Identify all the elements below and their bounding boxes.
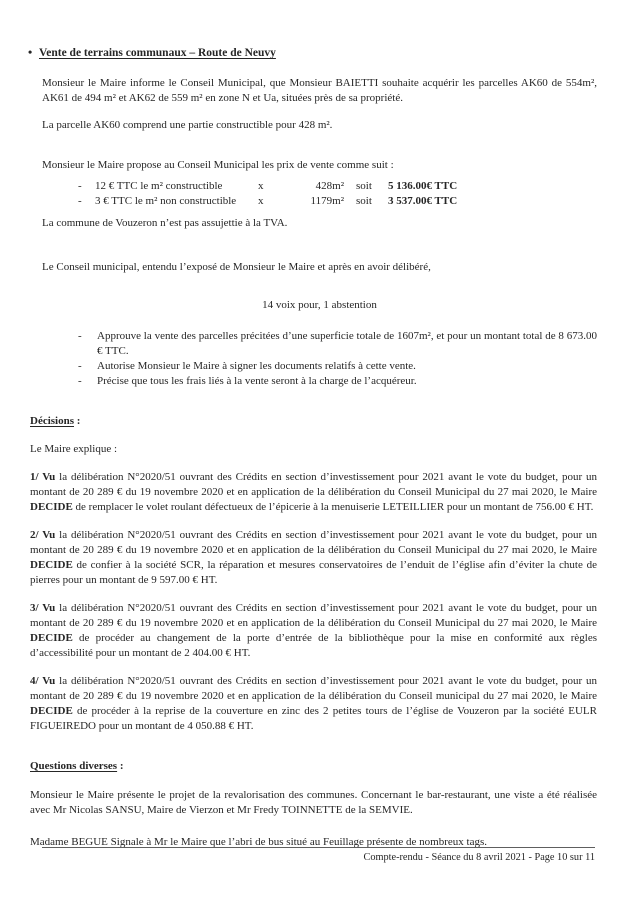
decide-keyword: DECIDE bbox=[30, 705, 73, 717]
dash-bullet: - bbox=[78, 180, 82, 192]
paragraph-conseil-delibere: Le Conseil municipal, entendu l’exposé de Monsieur le Maire et après en avoir délibéré, bbox=[42, 261, 431, 273]
dash-bullet: - bbox=[78, 360, 82, 372]
decision-prefix: 2/ Vu bbox=[30, 529, 56, 541]
section-heading-vente bbox=[28, 44, 597, 61]
list-item-text: Autorise Monsieur le Maire à signer les documents relatifs à cette vente. bbox=[97, 360, 416, 372]
section-heading-decisions-text: Décisions bbox=[30, 415, 74, 427]
decision-text: de procéder au changement de la porte d’entrée de la bibliothèque pour la mise en conformité aux règles d’accessibilité pour un montant de 2 404.00 € HT. bbox=[30, 632, 597, 659]
price-soit: soit bbox=[356, 195, 372, 207]
vote-result: 14 voix pour, 1 abstention bbox=[262, 299, 377, 311]
paragraph-prix-proposes: Monsieur le Maire propose au Conseil Municipal les prix de vente comme suit : bbox=[42, 159, 394, 171]
multiply-sign: x bbox=[258, 180, 264, 192]
decision-prefix: 4/ Vu bbox=[30, 675, 56, 687]
decision-text: la délibération N°2020/51 ouvrant des Crédits en section d’investissement pour 2021 avant le vote du budget, pour un montant de 20 289 € du 19 novembre 2020 et en application de la délibération du Conseil Municipal du 27 mai 2020, le Maire bbox=[30, 529, 597, 556]
heading-colon: : bbox=[74, 415, 81, 427]
section-heading-questions-text: Questions diverses bbox=[30, 760, 118, 772]
dash-bullet: - bbox=[78, 195, 82, 207]
multiply-sign: x bbox=[258, 195, 264, 207]
dash-bullet: - bbox=[78, 375, 82, 387]
list-item bbox=[42, 329, 597, 359]
price-area: 428m² bbox=[315, 180, 344, 192]
paragraph-maire-explique: Le Maire explique : bbox=[30, 443, 118, 455]
dash-bullet: - bbox=[78, 330, 82, 342]
price-label: 12 € TTC le m² constructible bbox=[95, 180, 223, 192]
section-heading-decisions bbox=[30, 414, 597, 429]
list-bullet-icon: • bbox=[28, 45, 33, 59]
decision-text: de confier à la société SCR, la réparation et mesures conservatoires de l’enduit de l’église afin d’éviter la chute de pierres pour un montant de 9 597.00 € HT. bbox=[30, 559, 597, 586]
section-heading-vente-text: Vente de terrains communaux – Route de Neuvy bbox=[39, 47, 276, 59]
list-item-text: Précise que tous les frais liés à la vente seront à la charge de l’acquéreur. bbox=[97, 375, 417, 387]
decision-prefix: 3/ Vu bbox=[30, 602, 56, 614]
price-row-non-constructible bbox=[42, 194, 597, 209]
decision-paragraph-3 bbox=[30, 601, 597, 661]
decision-text: de remplacer le volet roulant défectueux de l’épicerie à la menuiserie LETEILLIER pour un montant de 756.00 € HT. bbox=[72, 501, 594, 513]
decide-keyword: DECIDE bbox=[30, 559, 73, 571]
paragraph-revalorisation: Monsieur le Maire présente le projet de la revalorisation des communes. Concernant le bar-restaurant, une viste a été réalisée avec Mr Nicolas SANSU, Maire de Vierzon et Mr Fredy TOINNETTE de la SEMVIE. bbox=[30, 789, 597, 816]
price-label: 3 € TTC le m² non constructible bbox=[95, 195, 237, 207]
decision-paragraph-1 bbox=[30, 470, 597, 515]
paragraph-parcelle-constructible: La parcelle AK60 comprend une partie constructible pour 428 m². bbox=[42, 119, 333, 131]
list-item bbox=[42, 374, 597, 389]
section-heading-questions bbox=[30, 759, 597, 774]
price-amount: 3 537.00€ TTC bbox=[388, 195, 458, 207]
list-item bbox=[42, 359, 597, 374]
decision-text: la délibération N°2020/51 ouvrant des Crédits en section d’investissement pour 2021 avant le vote du budget, pour un montant de 20 289 € du 19 novembre 2020 et en application de la délibération du Conseil municipal du 27 mai 2020, le Maire bbox=[30, 675, 597, 702]
decide-keyword: DECIDE bbox=[30, 632, 73, 644]
paragraph-abri-bus: Madame BEGUE Signale à Mr le Maire que l’abri de bus situé au Feuillage présente de nombreux tags. bbox=[30, 836, 487, 848]
page-footer bbox=[42, 847, 595, 865]
price-table bbox=[42, 179, 597, 209]
price-amount: 5 136.00€ TTC bbox=[388, 180, 458, 192]
decision-prefix: 1/ Vu bbox=[30, 471, 56, 483]
decision-text: de procéder à la reprise de la couverture en zinc des 2 petites tours de l’église de Vouzeron par la société EULR FIGUEIREDO pour un montant de 4 050.88 € HT. bbox=[30, 705, 597, 732]
paragraph-vente-intro: Monsieur le Maire informe le Conseil Municipal, que Monsieur BAIETTI souhaite acquérir les parcelles AK60 de 554m², AK61 de 494 m² et AK62 de 559 m² en zone N et Ua, situées près de sa propriété. bbox=[42, 77, 597, 104]
price-area: 1179m² bbox=[310, 195, 344, 207]
footer-text: Compte-rendu - Séance du 8 avril 2021 - Page 10 sur 11 bbox=[363, 852, 595, 863]
decision-text: la délibération N°2020/51 ouvrant des Crédits en section d’investissement pour 2021 avant le vote du budget, pour un montant de 20 289 € du 19 novembre 2020 et en application de la délibération du Conseil Municipal du 27 mai 2020, le Maire bbox=[30, 602, 597, 629]
decide-keyword: DECIDE bbox=[30, 501, 73, 513]
decision-text: la délibération N°2020/51 ouvrant des Crédits en section d’investissement pour 2021 avant le vote du budget, pour un montant de 20 289 € du 19 novembre 2020 et en application de la délibération du Conseil Municipal du 27 mai 2020, le Maire bbox=[30, 471, 597, 498]
price-row-constructible bbox=[42, 179, 597, 194]
price-soit: soit bbox=[356, 180, 372, 192]
list-item-text: Approuve la vente des parcelles précitées d’une superficie totale de 1607m², et pour un montant total de 8 673.00 € TTC. bbox=[97, 330, 597, 357]
deliberation-list bbox=[42, 329, 597, 389]
paragraph-tva: La commune de Vouzeron n’est pas assujettie à la TVA. bbox=[42, 217, 288, 229]
decision-paragraph-4 bbox=[30, 674, 597, 734]
heading-colon: : bbox=[117, 760, 124, 772]
decision-paragraph-2 bbox=[30, 528, 597, 588]
